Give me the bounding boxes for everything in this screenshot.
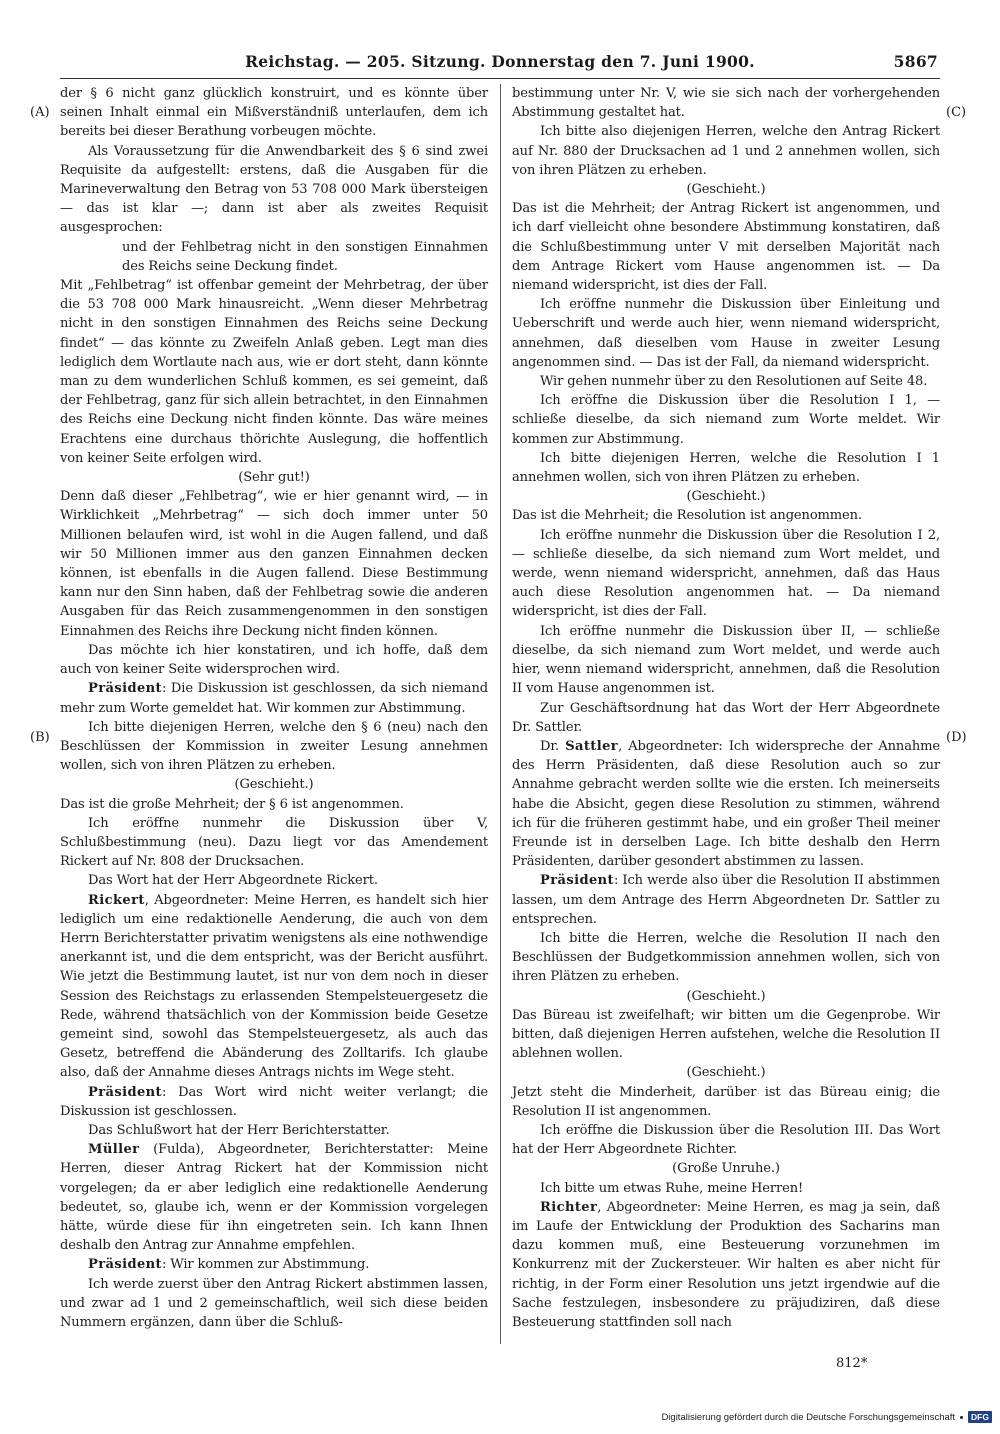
speaker-paragraph: Präsident: Wir kommen zur Abstimmung. — [88, 1257, 370, 1273]
dfg-logo-icon: DFG — [968, 1411, 992, 1423]
speaker-paragraph: Präsident: Die Diskussion ist geschlossen, da sich niemand mehr zum Worte gemeldet hat. Wir kommen zur Abstimmung. — [60, 681, 488, 716]
speaker-paragraph: Präsident: Das Wort wird nicht weiter verlangt; die Diskussion ist geschlossen. — [60, 1084, 488, 1119]
stage-direction: (Große Unruhe.) — [672, 1161, 780, 1177]
stage-direction: (Geschieht.) — [686, 182, 766, 198]
speaker-paragraph: Dr. Sattler, Abgeordneter: Ich widerspreche der Annahme des Herrn Präsidenten, daß diese Resolution auch so zur Annahme gebracht werden sollte wie die ersten. Ich meinerseits habe die Absicht, gegen diese Resolution zu stimmen, während ich für die früheren gestimmt habe, und ein großer Theil meiner Freunde ist in derselben Lage. Ich bitte deshalb den Herrn Präsidenten, darüber gesondert abstimmen zu lassen. — [512, 738, 941, 870]
margin-marker-c: (C) — [946, 105, 967, 120]
speaker-paragraph: Rickert, Abgeordneter: Meine Herren, es handelt sich hier lediglich um eine redaktionelle Aenderung, die auch von dem Herrn Berichterstatter privatim wenigstens als eine nothwendige anerkannt ist, und die dem entspricht, was der Bericht ausführt. Wie jetzt die Bestimmung lautet, ist nur von dem noch in dieser Session des Reichstags zu erlassenden Stempelsteuergesetz die Rede, während thatsächlich von der Kommission beide Gesetze gemeint sind, sowohl das Stempelsteuergesetz, als auch das Gesetz, betreffend die Abänderung des Zolltarifs. Ich glaube also, daß der Annahme dieses Antrags nichts im Wege steht. — [60, 892, 488, 1081]
stage-direction: (Geschieht.) — [686, 489, 766, 505]
page-number: 5867 — [893, 52, 938, 71]
speaker-paragraph: Präsident: Ich werde also über die Resolution II abstimmen lassen, um dem Antrage des Herrn Abgeordneten Dr. Sattler zu entsprechen. — [512, 873, 940, 927]
paragraph: Das möchte ich hier konstatiren, und ich hoffe, daß dem auch von keiner Seite widersprochen wird. — [60, 642, 488, 678]
paragraph: Das ist die Mehrheit; der Antrag Rickert ist angenommen, und ich darf vielleicht ohne besondere Abstimmung konstatiren, daß die Schlußbestimmung unter V mit derselben Majorität nach dem Antrage Rickert vom Hause angenommen ist. — Da niemand widerspricht, ist dies der Fall. — [512, 201, 940, 294]
paragraph: Denn daß dieser „Fehlbetrag“, wie er hier genannt wird, — in Wirklichkeit „Mehrbetrag“ — sich doch immer unter 50 Millionen belaufen wird, ist wohl in die Augen fallend, und daß wir 50 Millionen immer aus den ganzen Einnahmen decken können, ist ebenfalls in die Augen fallend. Diese Bestimmung kann nur den Sinn haben, daß der Fehlbetrag sowie die anderen Ausgaben für das Reich zusammengenommen in den sonstigen Einnahmen des Reichs ihre Deckung nicht finden können. — [60, 489, 488, 639]
paragraph: Das Wort hat der Herr Abgeordnete Rickert. — [88, 873, 378, 889]
paragraph: Ich eröffne nunmehr die Diskussion über V, Schlußbestimmung (neu). Dazu liegt vor das Amendement Rickert auf Nr. 808 der Drucksachen. — [60, 815, 488, 870]
paragraph: der § 6 nicht ganz glücklich konstruirt, und es könnte über seinen Inhalt einmal ein Mißverständniß unterlaufen, dem ich bereits bei dieser Berathung vorbeugen möchte. — [60, 86, 488, 140]
paragraph: Ich eröffne nunmehr die Diskussion über Einleitung und Ueberschrift und werde auch hier, wenn niemand widerspricht, annehmen, daß dieselben vom Hause in zweiter Lesung angenommen sind. — Das ist der Fall, da niemand widerspricht. — [512, 297, 940, 370]
running-title: Reichstag. — 205. Sitzung. Donnerstag den 7. Juni 1900. — [245, 52, 755, 71]
paragraph: Ich bitte um etwas Ruhe, meine Herren! — [540, 1180, 804, 1196]
paragraph: Ich eröffne die Diskussion über die Resolution III. Das Wort hat der Herr Abgeordnete Richter. — [512, 1122, 940, 1158]
paragraph: Ich bitte die Herren, welche die Resolution II nach den Beschlüssen der Budgetkommission annehmen wollen, sich von ihren Plätzen zu erheben. — [512, 930, 940, 985]
paragraph: Ich eröffne nunmehr die Diskussion über die Resolution I 2, — schließe dieselbe, da sich niemand zum Wort meldet, und werde, wenn niemand widerspricht, annehmen, daß das Haus auch diese Resolution angenommen hat. — Da niemand widerspricht, ist dies der Fall. — [512, 527, 940, 620]
paragraph: Das Schlußwort hat der Herr Berichterstatter. — [88, 1122, 390, 1138]
paragraph: Als Voraussetzung für die Anwendbarkeit des § 6 sind zwei Requisite da aufgestellt: erstens, daß die Ausgaben für die Marineverwaltung den Betrag von 53 708 000 Mark übersteigen — das ist klar —; dann ist aber als zweites Requisit ausgesprochen: — [60, 143, 488, 236]
margin-marker-b: (B) — [30, 730, 50, 745]
margin-marker-d: (D) — [946, 730, 967, 745]
paragraph: Mit „Fehlbetrag“ ist offenbar gemeint der Mehrbetrag, der über die 53 708 000 Mark hinausreicht. „Wenn dieser Mehrbetrag nicht in den sonstigen Einnahmen des Reichs seine Deckung findet“ — das könnte zu Zweifeln Anlaß geben. Legt man dies lediglich dem Wortlaute nach aus, wie er dort steht, dann könnte man zu dem wunderlichen Schluß kommen, es sei gemeint, daß der Fehlbetrag, ganz für sich allein betrachtet, in den Einnahmen des Reichs eine Deckung nicht finden könnte. Das wäre meines Erachtens eine durchaus thörichte Auslegung, die hoffentlich von keiner Seite erfolgen wird. — [60, 278, 488, 466]
stage-direction: (Geschieht.) — [686, 988, 766, 1004]
paragraph: Ich werde zuerst über den Antrag Rickert abstimmen lassen, und zwar ad 1 und 2 gemeinschaftlich, weil sich diese beiden Nummern ergänzen, dann über die Schluß- — [60, 1276, 488, 1330]
paragraph: Wir gehen nunmehr über zu den Resolutionen auf Seite 48. — [540, 374, 928, 390]
paragraph: Ich bitte diejenigen Herren, welche die Resolution I 1 annehmen wollen, sich von ihren Plätzen zu erheben. — [512, 450, 940, 486]
margin-marker-a: (A) — [30, 105, 50, 120]
speaker-paragraph: Müller (Fulda), Abgeordneter, Berichterstatter: Meine Herren, dieser Antrag Rickert hat der Kommission nicht vorgelegen; da er aber lediglich eine redaktionelle Aenderung bedeutet, so, glaube ich, wenn er der Kommission vorgelegen hätte, würde diese für ihn eingetreten sein. Ich kann Ihnen deshalb den Antrag zur Annahme empfehlen. — [60, 1142, 488, 1254]
paragraph: Ich bitte also diejenigen Herren, welche den Antrag Rickert auf Nr. 880 der Drucksachen ad 1 und 2 annehmen wollen, sich von ihren Plätzen zu erheben. — [512, 124, 940, 178]
paragraph: Jetzt steht die Minderheit, darüber ist das Büreau einig; die Resolution II ist angenommen. — [512, 1084, 940, 1119]
header-rule — [60, 78, 940, 79]
stage-direction: (Geschieht.) — [686, 1065, 766, 1081]
stage-direction: (Geschieht.) — [234, 777, 314, 793]
paragraph: Ich eröffne nunmehr die Diskussion über II, — schließe dieselbe, da sich niemand zum Wort meldet, und werde auch hier, wenn niemand widerspricht, annehmen, daß die Resolution II vom Hause angenommen ist. — [512, 623, 940, 697]
footer-separator — [960, 1416, 963, 1419]
footer-credit: Digitalisierung gefördert durch die Deutsche Forschungsgemeinschaft — [661, 1411, 956, 1423]
paragraph: Das ist die Mehrheit; die Resolution ist angenommen. — [512, 508, 862, 524]
paragraph: Das ist die große Mehrheit; der § 6 ist angenommen. — [60, 796, 404, 812]
paragraph: Ich bitte diejenigen Herren, welche den § 6 (neu) nach den Beschlüssen der Kommission in zweiter Lesung annehmen wollen, sich von ihren Plätzen zu erheben. — [60, 719, 488, 774]
paragraph: Das Büreau ist zweifelhaft; wir bitten um die Gegenprobe. Wir bitten, daß diejenigen Herren aufstehen, welche die Resolution II ablehnen wollen. — [512, 1007, 940, 1062]
interjection: (Sehr gut!) — [238, 470, 310, 486]
column-divider — [500, 84, 501, 1344]
paragraph: bestimmung unter Nr. V, wie sie sich nach der vorhergehenden Abstimmung gestaltet hat. — [512, 86, 940, 121]
paragraph: Zur Geschäftsordnung hat das Wort der Herr Abgeordnete Dr. Sattler. — [512, 700, 940, 735]
digitization-footer — [661, 1411, 992, 1423]
page-header — [60, 50, 940, 74]
quoted-requisite: und der Fehlbetrag nicht in den sonstigen Einnahmen des Reichs seine Deckung findet. — [122, 239, 488, 274]
left-column — [60, 84, 488, 1332]
right-column — [512, 84, 940, 1332]
speaker-paragraph: Richter, Abgeordneter: Meine Herren, es mag ja sein, daß im Laufe der Entwicklung der Produktion des Sacharins man dazu kommen muß, eine Besteuerung vorzunehmen im Konkurrenz mit der Zuckersteuer. Wir halten es aber nicht für richtig, in der Form einer Resolution uns jetzt irgendwie auf die Sache festzulegen, insbesondere zu präjudiziren, daß diese Besteuerung stattfinden soll nach — [512, 1199, 940, 1330]
signature-mark: 812* — [836, 1356, 868, 1371]
paragraph: Ich eröffne die Diskussion über die Resolution I 1, — schließe dieselbe, da sich niemand zum Worte meldet. Wir kommen zur Abstimmung. — [512, 393, 940, 447]
